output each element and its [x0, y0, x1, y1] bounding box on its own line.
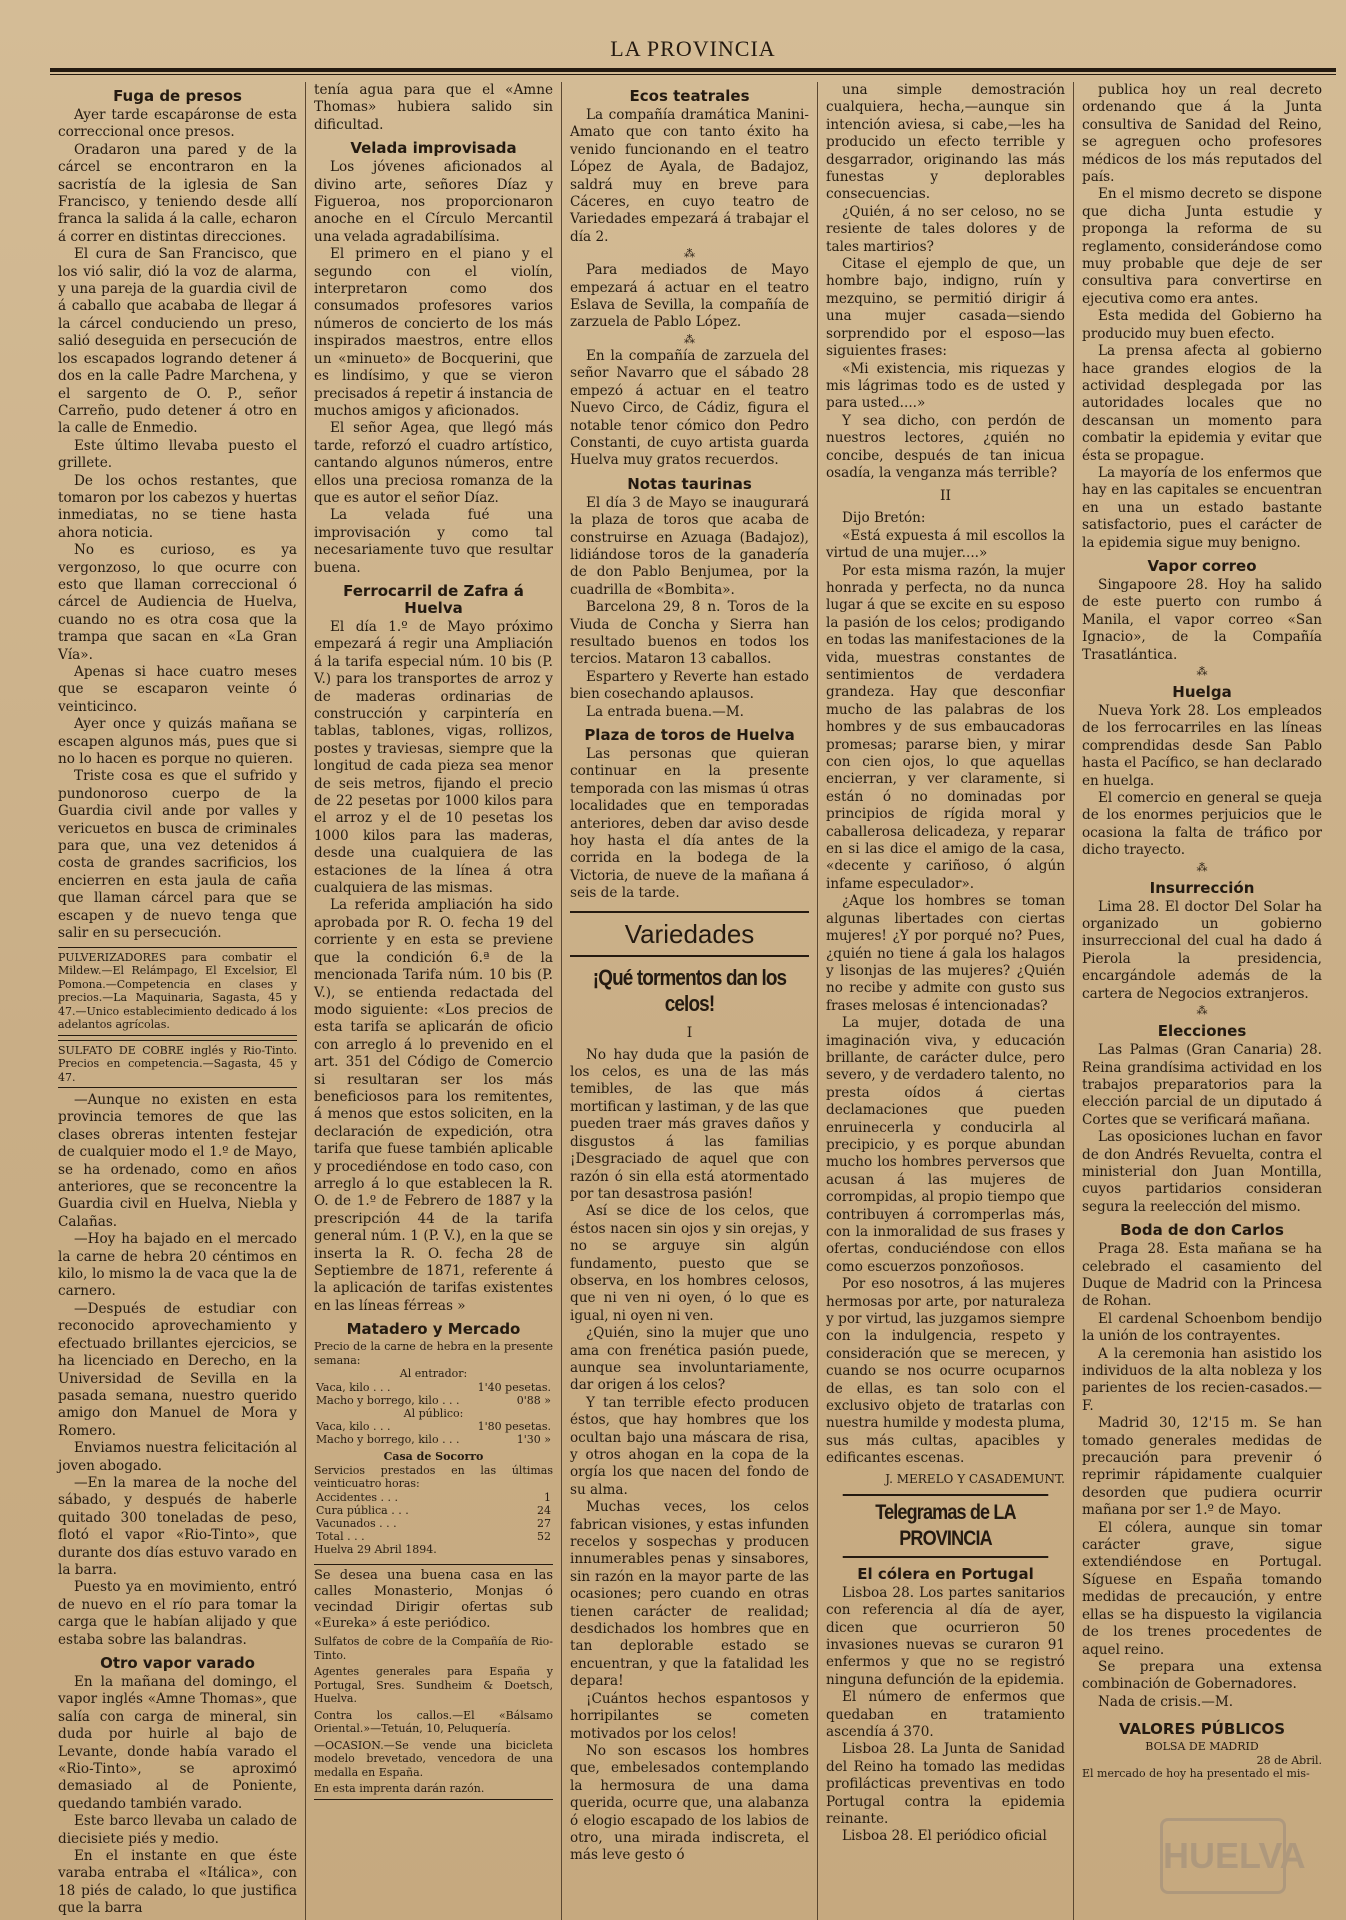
- article-tormentos: [570, 1047, 809, 1865]
- paragraph: La mujer, dotada de una imaginación viva, y educación brillante, de carácter dulce, pero severo, y de verdadero talento, no presta oídos á ciertas declamaciones que pueden enruinecerla y conducirla al precipicio, y es porque abundan mucho los hombres perversos que acusan á las mujeres de corrompidas, al propio tiempo que contribuyen á corromperlas más, con la inmoralidad de sus frases y ofertas, conduciéndose con ellos como escuerzos ponzoñosos.: [826, 1015, 1065, 1275]
- library-stamp: HUELVA: [1160, 1818, 1286, 1894]
- row-value: 1'30 »: [516, 1433, 551, 1447]
- article-fuga: [58, 107, 297, 943]
- paragraph: Madrid 30, 12'15 m. Se han tomado generales medidas de precaución para prevenir ó reprimir rápidamente cualquier desorden que pudiera ocurrir mañana por ser 1.º de Mayo.: [1082, 1415, 1322, 1519]
- paragraph: La prensa afecta al gobierno hace grandes elogios de la actividad desplegada por las autoridades locales que no descansan un momento para combatir la epidemia y evitar que ésta se propague.: [1082, 343, 1322, 464]
- socorro-title: Casa de Socorro: [383, 1450, 484, 1464]
- paragraph: —Después de estudiar con reconocido aprovechamiento y efectuado brillantes ejercicios, se ha licenciado en Derecho, en la Universidad de Sevilla en la pasada semana, nuestro querido amigo don Manuel de Mora y Romero.: [58, 1300, 297, 1439]
- paragraph: Triste cosa es que el sufrido y pundonoroso cuerpo de la Guardia civil ande por valles y vericuetos en busca de criminales para que, una vez detenidos á costa de grandes sacrificios, los encierren en esta jaula de caña que llaman cárcel para que se escapen y de nuevo tenga que salir en su persecución.: [58, 768, 297, 942]
- bolsa-date: 28 de Abril.: [1256, 1753, 1322, 1767]
- paragraph: La mayoría de los enfermos que hay en las capitales se encuentran en una un estado bastante satisfactorio, pues el carácter de la epidemia sigue muy benigno.: [1082, 464, 1322, 551]
- article-plaza: Las personas que quieran continuar en la presente temporada con las mismas ú otras localidades que en temporadas anteriores, deben dar aviso desde hoy hasta el día antes de la corrida en la bodega de la Victoria, de nueve de la mañana á seis de la tarde.: [570, 746, 809, 902]
- paragraph: Para mediados de Mayo empezará á actuar en el teatro Eslava de Sevilla, la compañía de zarzuela de Pablo López.: [570, 262, 809, 331]
- article-local-news: [58, 1092, 297, 1649]
- ad-sulfato: [58, 1040, 297, 1089]
- table-row: [314, 1517, 553, 1530]
- article-tormentos-part2: [826, 510, 1065, 1467]
- row-label: Vaca, kilo . . .: [316, 1380, 391, 1394]
- columns: [50, 82, 1332, 1920]
- headline-taurinas: Notas taurinas: [627, 474, 752, 493]
- paragraph: publica hoy un real decreto ordenando que á la Junta consultiva de Sanidad del Reino, se agreguen ocho profesores médicos de los más reputados del país.: [1082, 82, 1322, 186]
- headline-velada: Velada improvisada: [350, 139, 517, 158]
- part-number-1: I: [686, 1024, 693, 1041]
- paragraph: En el instante en que éste varaba entraba el «Itálica», con 18 piés de calado, lo que justifica que la barra: [58, 1848, 297, 1917]
- row-value: 1'80 pesetas.: [477, 1420, 551, 1434]
- paragraph: El día 1.º de Mayo próximo empezará á regir una Ampliación á la tarifa especial núm. 10 bis (P. V.) para los transportes de arroz y de maderas ordinarias de construcción y carpintería en tablas, tablones, vigas, rollizos, postes y traviesas, siempre que la longitud de cada pieza sea menor de seis metros, fijando el precio de 22 pesetas por 1000 kilos para el arroz y el de 10 pesetas los 1000 kilos para las maderas, desde una cualquiera de las estaciones de la línea á otra cualquiera de las mismas.: [314, 618, 553, 897]
- paragraph: Enviamos nuestra felicitación al joven abogado.: [58, 1440, 297, 1474]
- row-label: Macho y borrego, kilo . . .: [316, 1393, 460, 1407]
- paragraph: La compañía dramática Manini-Amato que con tanto éxito ha venido funcionando en el teatro López de Ayala, de Badajoz, saldrá muy en breve para Cáceres, en cuyo teatro de Variedades empezará á trabajar el día 2.: [570, 107, 809, 245]
- paragraph: En la mañana del domingo, el vapor inglés «Amne Thomas», que salía con carga de mineral, sin duda por huirle al bajo de Levante, donde había varado el «Rio-Tinto», se aproximó demasiado al de Poniente, quedando también varado.: [58, 1674, 297, 1812]
- row-value: 24: [537, 1503, 551, 1517]
- part-number-2: II: [939, 488, 952, 505]
- separator-stars: ⁂: [1196, 860, 1208, 874]
- table-row: [314, 1433, 553, 1446]
- classifieds: [314, 1564, 553, 1800]
- paragraph: Ayer once y quizás mañana se escapen algunos más, pues que si no lo hacen es porque no quieren.: [58, 716, 297, 768]
- paragraph: No hay duda que la pasión de los celos, es una de las más temibles, de las que más mortifican y lastiman, y de las que pueden traer más graves daños y disgustos á las familias ¡Desgraciado de aquel que con razón ó sin ella está atormentado por tan desastrosa pasión!: [570, 1046, 809, 1202]
- matadero-intro: Precio de la carne de hebra en la presente semana:: [314, 1340, 553, 1367]
- paragraph: —Aunque no existen en esta provincia temores de que las clases obreras intenten festejar de cualquier modo el 1.º de Mayo, se ha ordenado, como en años anteriores, que se reconcentre la Guardia civil en Huelva, Niebla y Calañas.: [58, 1092, 297, 1230]
- classified-item: Contra los callos.—El «Bálsamo Oriental.»—Tetuán, 10, Peluquería.: [314, 1708, 553, 1736]
- headline-elecciones: Elecciones: [1157, 1022, 1247, 1041]
- separator-stars: ⁂: [1196, 1004, 1208, 1018]
- row-value: 1'40 pesetas.: [477, 1380, 551, 1394]
- headline-tormentos: ¡Qué tormentos dan los celos!: [592, 964, 787, 1016]
- classified-item: Sulfatos de cobre de la Compañía de Rio-Tinto.: [314, 1635, 553, 1662]
- author-signature: J. MERELO Y CASADEMUNT.: [885, 1471, 1065, 1486]
- price-table-entrador: [314, 1381, 553, 1407]
- paragraph: De los ochos restantes, que tomaron por los cabezos y huertas inmediatas, no se tiene hasta ahora noticia.: [58, 472, 297, 541]
- paragraph: La referida ampliación ha sido aprobada por R. O. fecha 19 del corriente y en esta se previene que la condición 6.ª de la mencionada Tarifa núm. 10 bis (P. V.), se entienda redactada del modo siguiente: «Los precios de esta tarifa se aplicarán de oficio con arreglo á lo prevenido en el art. 351 del Código de Comercio si resultaran ser los más beneficiosos para los remitentes, á menos que estos soliciten, en la declaración de expedición, otra tarifa que fuese también aplicable y procediéndose en todo caso, con arreglo á lo que establecen la R. O. de 1.º de Febrero de 1887 y la prescripción 44 de la tarifa general núm. 1 (P. V.), en la que se inserta la R. O. fecha 28 de Septiembre de 1871, referente á la aplicación de tarifas existentes en las líneas férreas »: [314, 897, 553, 1314]
- row-value: 27: [537, 1516, 551, 1530]
- paper-title: LA PROVINCIA: [610, 36, 776, 61]
- masthead: [50, 30, 1336, 64]
- article-ecos: [570, 107, 809, 470]
- article-insurreccion: Lima 28. El doctor Del Solar ha organizado un gobierno insurreccional del cual ha dado á Pierola la presidencia, encargándole además de la cartera de Negocios extranjeros.: [1082, 898, 1322, 1002]
- paragraph: Lisboa 28. El periódico oficial: [842, 1828, 1047, 1845]
- paragraph: Este barco llevaba un calado de diecisiete piés y medio.: [58, 1813, 297, 1847]
- table-row: [314, 1530, 553, 1543]
- paragraph: La entrada buena.—M.: [586, 703, 744, 720]
- table-row: [314, 1394, 553, 1407]
- paragraph: El día 3 de Mayo se inaugurará la plaza de toros que acaba de construirse en Azuaga (Badajoz), lidiándose toros de la ganadería de don Pablo Benjumea, por la cuadrilla de «Bombita».: [570, 494, 809, 598]
- matadero-publico: Al público:: [403, 1406, 464, 1420]
- paragraph: En el mismo decreto se dispone que dicha Junta estudie y proponga la reforma de su reglamento, considerándose como muy probable que deje de ser consultiva para convertirse en ejecutiva como era antes.: [1082, 186, 1322, 307]
- paragraph: «Mi existencia, mis riquezas y mis lágrimas todo es de usted y para usted....»: [826, 360, 1065, 412]
- paragraph: Los jóvenes aficionados al divino arte, señores Díaz y Figueroa, nos proporcionaron anoche en el Círculo Mercantil una velada agradabilísima.: [314, 159, 553, 245]
- row-value: 1: [544, 1490, 551, 1504]
- paragraph: —Hoy ha bajado en el mercado la carne de hebra 20 céntimos en kilo, lo mismo la de vaca que la de carnero.: [58, 1231, 297, 1300]
- headline-insurreccion: Insurrección: [1149, 878, 1255, 897]
- headline-matadero: Matadero y Mercado: [346, 1320, 521, 1339]
- article-boda: [1082, 1241, 1322, 1711]
- headline-vapor-varado: Otro vapor varado: [100, 1654, 255, 1672]
- row-label: Total . . .: [316, 1529, 365, 1543]
- headline-vapor-correo: Vapor correo: [1147, 556, 1257, 575]
- se-desea: Se desea una buena casa en las calles Monasterio, Monjas ó vecindad Dirigir ofertas sub «Eureka» á este periódico.: [314, 1568, 553, 1632]
- row-label: Vacunados . . .: [316, 1516, 397, 1530]
- paragraph: Barcelona 29, 8 n. Toros de la Viuda de Concha y Sierra han resultado buenos en todos los tercios. Mataron 13 caballos.: [570, 599, 809, 668]
- paragraph: Y sea dicho, con perdón de nuestros lectores, ¿quién no concibe, después de tan inicua osadía, la venganza más terrible?: [826, 412, 1065, 481]
- socorro-intro: Servicios prestados en las últimas veinticuatro horas:: [314, 1463, 553, 1491]
- column-2: [306, 82, 562, 1920]
- headline-huelga: Huelga: [1172, 683, 1232, 701]
- article-tormentos-cont: [826, 82, 1065, 482]
- column-1: [50, 82, 306, 1920]
- paragraph: Se prepara una extensa combinación de Gobernadores.: [1082, 1658, 1322, 1693]
- table-row: [314, 1504, 553, 1517]
- paragraph: Apenas si hace cuatro meses que se escaparon veinte ó veinticinco.: [58, 664, 297, 715]
- row-value: 0'88 »: [516, 1393, 551, 1407]
- paragraph: Las Palmas (Gran Canaria) 28. Reina grandísima actividad en los trabajos preparatorios para la elección parcial de un diputado á Cortes que se verificará mañana.: [1082, 1042, 1322, 1128]
- row-label: Accidentes . . .: [316, 1490, 398, 1504]
- column-3: [562, 82, 818, 1920]
- paragraph: Por esta misma razón, la mujer honrada y perfecta, no da nunca lugar á que se excite en su esposo la pasión de los celos; prodigando en todas las manifestaciones de la vida, muestras constantes de sentimientos de verdadera grandeza. Hay que desconfiar mucho de las palabras de los hombres y de sus embaucadoras promesas; pararse bien, y mirar con cien ojos, lo que aquellas encierran, y ver claramente, si están ó no dominadas por principios de rígida moral y caballerosa delicadeza, y reparar en si las dice el amigo de la casa, «decente y cariñoso, ó algún infame especulador».: [826, 562, 1065, 892]
- separator-stars: ⁂: [684, 332, 695, 346]
- section-variedades: Variedades: [570, 911, 809, 957]
- classified-item: Agentes generales para España y Portugal, Sres. Sundheim & Doetsch, Huelva.: [314, 1665, 553, 1706]
- paragraph: Oradaron una pared y de la cárcel se encontraron en la sacristía de la iglesia de San Francisco, y teniendo desde allí franca la salida á la calle, echaron á correr en distintas direcciones.: [58, 141, 297, 245]
- paragraph: Lisboa 28. La Junta de Sanidad del Reino ha tomado las medidas profilácticas preventivas en todo Portugal contra la epidemia reinante.: [826, 1741, 1065, 1827]
- article-velada: [314, 159, 553, 577]
- paragraph: Puesto ya en movimiento, entró de nuevo en el río para tomar la carga que le habían alijado y que estaba sobre las balandras.: [58, 1579, 297, 1648]
- headline-ecos: Ecos teatrales: [629, 87, 750, 105]
- paragraph: ¿Quién, sino la mujer que uno ama con frenética pasión puede, aunque sea involuntariamente, dar origen á los celos?: [570, 1325, 809, 1394]
- paragraph: El señor Agea, que llegó más tarde, reforzó el cuadro artístico, cantando algunos números, entre ellos una preciosa romanza de la que es autor el señor Díaz.: [314, 420, 553, 506]
- continued-text: tenía agua para que el «Amne Thomas» hubiera salido sin dificultad.: [314, 82, 553, 133]
- headline-ferrocarril: Ferrocarril de Zafra á Huelva: [343, 581, 524, 617]
- paragraph: Dijo Bretón:: [842, 510, 926, 527]
- paragraph: Este último llevaba puesto el grillete.: [58, 437, 297, 472]
- paragraph: Praga 28. Esta mañana se ha celebrado el casamiento del Duque de Madrid con la Princesa de Rohan.: [1082, 1241, 1322, 1310]
- headline-valores: VALORES PÚBLICOS: [1118, 1720, 1286, 1739]
- paragraph: Lisboa 28. Los partes sanitarios con referencia al día de ayer, dicen que ocurrieron 50 invasiones nuevas se curaron 91 enfermos y que no se registró ninguna defunción de la epidemia.: [826, 1584, 1065, 1688]
- paragraph: Esta medida del Gobierno ha producido muy buen efecto.: [1082, 308, 1322, 342]
- article-decreto: [1082, 82, 1322, 552]
- section-telegramas: Telegramas de LA PROVINCIA: [843, 1494, 1049, 1558]
- paragraph: Nueva York 28. Los empleados de los ferrocarriles en las líneas comprendidas desde San Pablo hasta el Pacífico, se han declarado en huelga.: [1082, 703, 1322, 789]
- table-row: [314, 1420, 553, 1433]
- paragraph: El número de enfermos que quedaban en tratamiento ascendía á 370.: [826, 1689, 1065, 1740]
- masthead-rule: [50, 68, 1336, 72]
- bolsa-text: El mercado de hoy ha presentado el mis-: [1082, 1767, 1310, 1781]
- ad-text: PULVERIZADORES para combatir el Mildew.—El Relámpago, El Excelsior, El Pomona.—Competencia en clases y precios.—La Maquinaria, Sagasta, 45 y 47.—Unico establecimiento dedicado á los adelantos agrícolas.: [58, 950, 297, 1031]
- paragraph: Muchas veces, los celos fabrican visiones, y estas infunden recelos y sospechas y producen innumerables penas y sinsabores, sin razón en la mayor parte de las ocasiones; pero cuando en otras tienen carácter de realidad; desdichados los hombres que en tan deplorable estado se encuentran, y que la fatalidad les depara!: [570, 1499, 809, 1690]
- article-huelga: [1082, 703, 1322, 860]
- row-label: Macho y borrego, kilo . . .: [316, 1433, 460, 1447]
- headline-boda: Boda de don Carlos: [1120, 1221, 1284, 1240]
- ad-pulverizadores: [58, 947, 297, 1036]
- article-ferrocarril: [314, 619, 553, 1315]
- paragraph: Las oposiciones luchan en favor de don Andrés Revuelta, contra el ministerial don Juan Montilla, cuyos partidarios consideran segura la reelección del mismo.: [1082, 1129, 1322, 1215]
- headline-colera: El cólera en Portugal: [857, 1564, 1034, 1583]
- paragraph: No son escasos los hombres que, embelesados contemplando la hermosura de una dama querida, ocurre que, una alabanza ó elogio escapado de los labios de otro, una mirada indiscreta, el más leve gesto ó: [570, 1742, 809, 1864]
- paragraph: El cólera, aunque sin tomar carácter grave, sigue extendiéndose en Portugal. Síguese en España tomando medidas de precaución, y entre ellas se ha dispuesto la vigilancia de los trenes procedentes de aquel reino.: [1082, 1519, 1322, 1658]
- table-row: [314, 1381, 553, 1394]
- row-label: Vaca, kilo . . .: [316, 1420, 391, 1434]
- article-vapor-varado: [58, 1674, 297, 1918]
- paragraph: Ayer tarde escapáronse de esta correccional once presos.: [58, 107, 297, 141]
- classified-item: —OCASION.—Se vende una bicicleta modelo brevetado, vencedora de una medalla en España.: [314, 1738, 553, 1779]
- paragraph: Nada de crisis.—M.: [1098, 1693, 1234, 1710]
- article-colera: [826, 1585, 1065, 1846]
- paragraph: El cura de San Francisco, que los vió salir, dió la voz de alarma, y una pareja de la guardia civil de á caballo que acababa de llegar á la cárcel conduciendo un preso, salió deseguida en persecución de los escapados logrando detener á dos en la calle Padre Marchena, y el sargento de O. P., señor Carreño, pudo detener á otro en la calle de Enmedio.: [58, 246, 297, 437]
- paragraph: El primero en el piano y el segundo con el violín, interpretaron como dos consumados profesores varios números de concierto de los más inspirados maestros, entre ellos un «minueto» de Bocquerini, que es lindísimo, y que se vieron precisados á repetir á instancia de muchos amigos y aficionados.: [314, 246, 553, 419]
- paragraph: El cardenal Schoenbom bendijo la unión de los contrayentes.: [1082, 1310, 1322, 1345]
- paragraph: La velada fué una improvisación y como tal necesariamente tuvo que resultar buena.: [314, 507, 553, 576]
- paragraph: El comercio en general se queja de los enormes perjuicios que le ocasiona la falta de tráfico por dicho trayecto.: [1082, 790, 1322, 859]
- column-4: [818, 82, 1074, 1920]
- headline-plaza: Plaza de toros de Huelva: [584, 726, 795, 744]
- column-5: [1074, 82, 1330, 1920]
- classified-item: En esta imprenta darán razón.: [314, 1782, 485, 1796]
- socorro-date: Huelva 29 Abril 1894.: [314, 1542, 437, 1556]
- paragraph: Espartero y Reverte han estado bien cosechando aplausos.: [570, 668, 809, 703]
- article-vapor-correo: Singapoore 28. Hoy ha salido de este puerto con rumbo á Manila, el vapor correo «San Ignacio», de la Compañía Trasatlántica.: [1082, 576, 1322, 663]
- headline-fuga: Fuga de presos: [113, 87, 242, 105]
- paragraph: —En la marea de la noche del sábado, y después de haberle quitado 300 toneladas de peso, flotó el vapor «Rio-Tinto», que durante dos días estuvo varado en la barra.: [58, 1474, 297, 1578]
- separator-stars: ⁂: [684, 247, 695, 261]
- paragraph: No es curioso, es ya vergonzoso, lo que ocurre con esto que llaman correccional ó cárcel de Audiencia de Huelva, cuando no es otra cosa que la trampa que sacan en «La Gran Vía».: [58, 542, 297, 663]
- paragraph: En la compañía de zarzuela del señor Navarro que el sábado 28 empezó á actuar en el teatro Nuevo Circo, de Cádiz, figura el notable tenor cómico don Pedro Constanti, de cuyo artista guarda Huelva muy gratos recuerdos.: [570, 347, 809, 469]
- paragraph: A la ceremonia han asistido los individuos de la alta nobleza y los parientes de los recien-casados.—F.: [1082, 1345, 1322, 1414]
- article-elecciones: [1082, 1042, 1322, 1216]
- masthead-rule-thin: [50, 74, 1336, 75]
- paragraph: ¿Quién, á no ser celoso, no se resiente de tales dolores y de tales martirios?: [826, 203, 1065, 255]
- table-row: [314, 1491, 553, 1504]
- paragraph: Y tan terrible efecto producen éstos, que hay hombres que los ocultan bajo una máscara de risa, y otros ahogan en la copa de la orgía los que nacen del fondo de su alma.: [570, 1394, 809, 1498]
- article-taurinas: [570, 495, 809, 721]
- paragraph: Así se dice de los celos, que éstos nacen sin ojos y sin orejas, y no se arguye sin algún fundamento, puesto que se observa, en los hombres celosos, que ni ven ni oyen, ó lo que es igual, ni oyen ni ven.: [570, 1203, 809, 1324]
- row-value: 52: [537, 1529, 551, 1543]
- classified-list: [314, 1635, 553, 1796]
- paragraph: Citase el ejemplo de que, un hombre bajo, indigno, ruín y mezquino, se permitió dirigir á una mujer casada—siendo sorprendido por el esposo—las siguientes frases:: [826, 256, 1065, 360]
- ad-text: SULFATO DE COBRE inglés y Rio-Tinto. Precios en competencia.—Sagasta, 45 y 47.: [58, 1043, 297, 1084]
- matadero-entrador: Al entrador:: [399, 1367, 468, 1381]
- paragraph: «Está expuesta á mil escollos la virtud de una mujer....»: [826, 527, 1065, 562]
- paragraph: una simple demostración cualquiera, hecha,—aunque sin intención aviesa, si cabe,—les ha producido un efecto terrible y desgarrador, originando las más funestas y deplorables consecuencias.: [826, 82, 1065, 203]
- socorro-table: [314, 1491, 553, 1543]
- row-label: Cura pública . . .: [316, 1503, 409, 1517]
- price-table-publico: [314, 1420, 553, 1446]
- separator-stars: ⁂: [1196, 665, 1208, 678]
- paragraph: ¡Cuántos hechos espantosos y horripilantes se cometen motivados por los celos!: [570, 1690, 809, 1742]
- bolsa-title: BOLSA DE MADRID: [1145, 1740, 1259, 1754]
- paragraph: Por eso nosotros, á las mujeres hermosas por arte, por naturaleza y por virtud, las juzgamos siempre con la indulgencia, respeto y consideración que se merecen, y cuando se nos ocurre ocuparnos de ellas, es tan solo con el exclusivo objeto de tratarlas con nuestra humilde y modesta pluma, sus más cultas, apacibles y edificantes escenas.: [826, 1276, 1065, 1467]
- paragraph: ¿Aque los hombres se toman algunas libertades con ciertas mujeres! ¿Y por porqué no? Pues, ¿quién no tiene á gala los halagos y lisonjas de las mujeres? ¿Quién no recibe y admite con gusto sus frases melosas é intencionadas?: [826, 893, 1065, 1014]
